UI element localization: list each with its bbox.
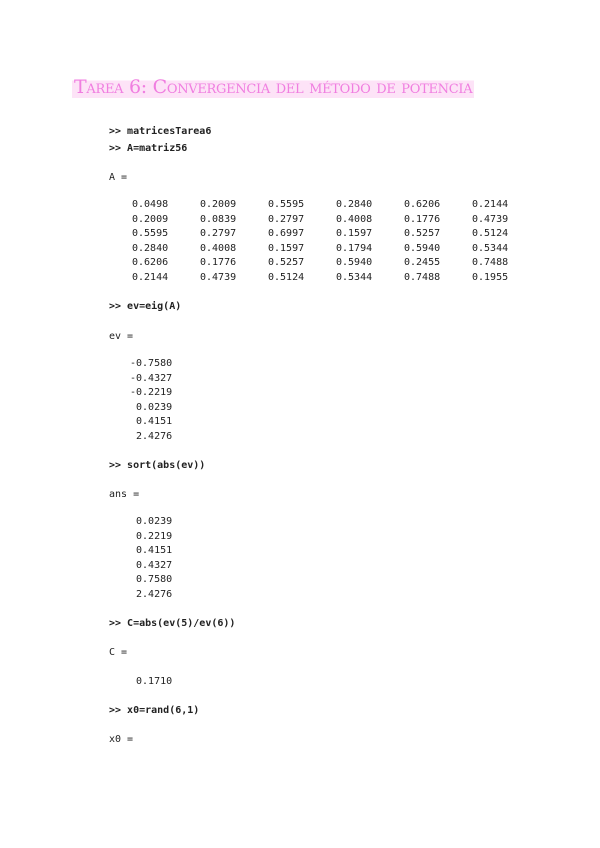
- matrix-row: [132, 199, 540, 214]
- vector-value: 0.4151: [130, 416, 173, 427]
- vector-value: 0.4151: [130, 545, 173, 556]
- matrix-cell: 0.2797: [268, 213, 305, 225]
- command-line: >> ev=eig(A): [109, 301, 182, 312]
- vector-value: 2.4276: [130, 588, 173, 600]
- matrix-cell: 0.7488: [472, 257, 509, 268]
- matrix-cell: 0.1597: [268, 242, 305, 254]
- matrix-cell: 0.4008: [336, 213, 373, 225]
- matrix-row: [132, 228, 540, 243]
- matrix-cell: 0.2009: [200, 199, 237, 210]
- page-title: Tarea 6: Convergencia del método de potencia: [74, 76, 473, 98]
- matrix-cell: 0.4008: [200, 242, 237, 254]
- matrix-cell: 0.5940: [336, 257, 373, 268]
- matrix-cell: 0.1776: [404, 213, 441, 225]
- matrix-cell: 0.0839: [200, 213, 237, 225]
- matrix-cell: 0.5257: [404, 228, 441, 239]
- matrix-cell: 0.2009: [132, 213, 169, 225]
- matrix-cell: 0.1597: [336, 228, 373, 239]
- matrix-row: [132, 214, 540, 229]
- matrix-cell: 0.1776: [200, 257, 237, 268]
- output-label: ans =: [109, 489, 140, 500]
- matrix-cell: 0.6206: [404, 199, 441, 210]
- output-label: A =: [109, 172, 128, 183]
- c-value: [130, 676, 172, 691]
- matrix-cell: 0.5124: [268, 271, 305, 283]
- output-label: x0 =: [109, 734, 134, 745]
- matrix-cell: 0.6997: [268, 228, 305, 239]
- matrix-cell: 0.4739: [472, 213, 509, 225]
- matrix-cell: 0.2455: [404, 257, 441, 268]
- ans-vector: [130, 516, 172, 603]
- command-line: >> matricesTarea6: [109, 126, 212, 137]
- matrix-cell: 0.5344: [472, 242, 509, 254]
- matrix-cell: 0.5940: [404, 242, 441, 254]
- matrix-row: [132, 257, 540, 272]
- ev-vector: [130, 358, 172, 445]
- matrix-cell: 0.5595: [268, 199, 305, 210]
- vector-value: 0.0239: [130, 401, 173, 413]
- matrix-cell: 0.2144: [472, 199, 509, 210]
- vector-value: 0.4327: [130, 559, 173, 571]
- matrix-cell: 0.5124: [472, 228, 509, 239]
- scalar-value: 0.1710: [130, 676, 173, 687]
- vector-value: -0.2219: [130, 387, 173, 398]
- matrix-cell: 0.0498: [132, 199, 169, 210]
- output-label: ev =: [109, 331, 134, 342]
- matrix-cell: 0.4739: [200, 271, 237, 283]
- output-label: C =: [109, 647, 128, 658]
- vector-value: -0.4327: [130, 372, 173, 384]
- matrix-cell: 0.5344: [336, 271, 373, 283]
- vector-value: 0.2219: [130, 530, 173, 542]
- matrix-cell: 0.1955: [472, 271, 509, 283]
- command-line: >> sort(abs(ev)): [109, 460, 206, 471]
- command-line: >> A=matriz56: [109, 143, 188, 154]
- matrix-cell: 0.2797: [200, 228, 237, 239]
- matrix-cell: 0.2144: [132, 271, 169, 283]
- vector-value: -0.7580: [130, 358, 173, 369]
- matrix-cell: 0.7488: [404, 271, 441, 283]
- matrix-cell: 0.2840: [336, 199, 373, 210]
- command-line: >> C=abs(ev(5)/ev(6)): [109, 618, 236, 629]
- matrix-row: [132, 272, 540, 287]
- matrix-cell: 0.5595: [132, 228, 169, 239]
- matrix-row: [132, 243, 540, 258]
- matrix-cell: 0.1794: [336, 242, 373, 254]
- matrix-a: [132, 199, 540, 286]
- matrix-cell: 0.6206: [132, 257, 169, 268]
- matrix-cell: 0.5257: [268, 257, 305, 268]
- matrix-cell: 0.2840: [132, 242, 169, 254]
- vector-value: 0.0239: [130, 516, 173, 527]
- command-line: >> x0=rand(6,1): [109, 705, 200, 716]
- vector-value: 0.7580: [130, 574, 173, 585]
- vector-value: 2.4276: [130, 430, 173, 442]
